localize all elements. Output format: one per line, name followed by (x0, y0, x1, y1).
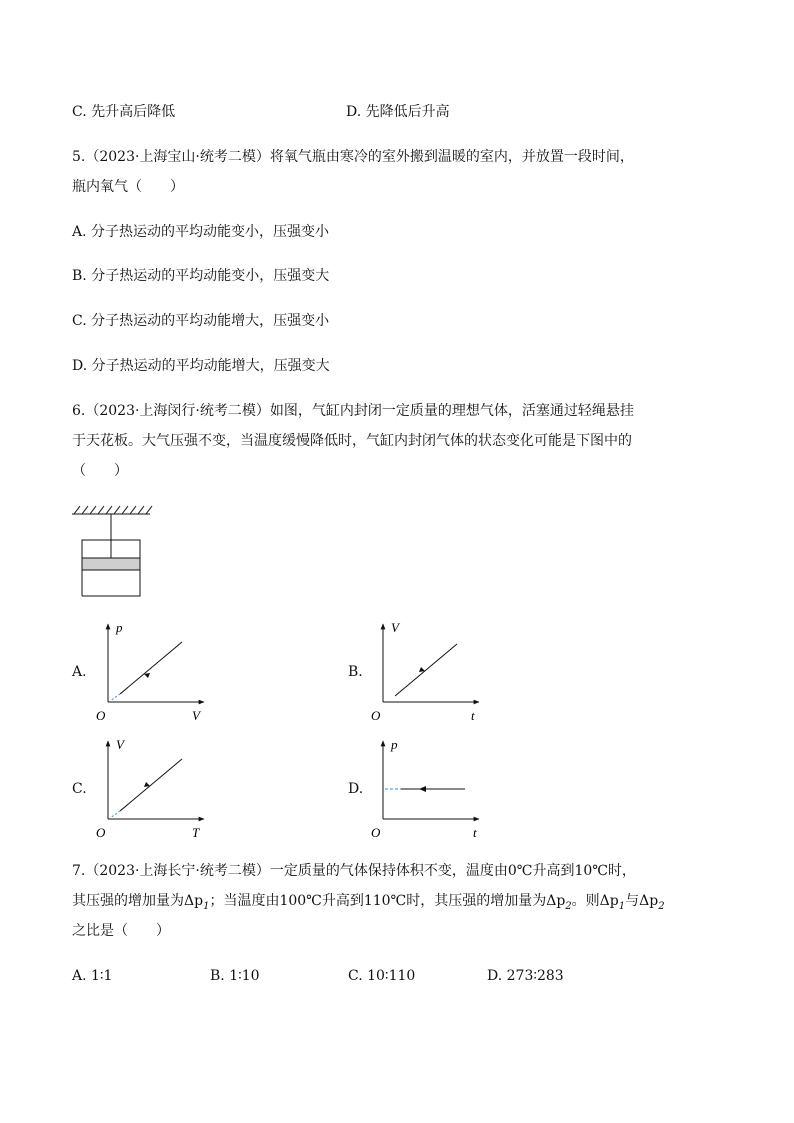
ceiling-hatch (74, 506, 152, 514)
q5-option-a: A. 分子热运动的平均动能变小，压强变小 (72, 224, 330, 240)
q5-option-d: D. 分子热运动的平均动能增大，压强变大 (72, 358, 330, 374)
origin-label: O (371, 708, 381, 723)
q7-stem-line1: 7.（2023·上海长宁·统考二模）一定质量的气体保持体积不变，温度由0℃升高到10℃时， (72, 863, 636, 879)
origin-label: O (96, 825, 106, 840)
q4-option-c: C. 先升高后降低 (72, 104, 176, 120)
q7-option-d: D. 273∶283 (487, 968, 564, 984)
x-axis-label: t (471, 708, 475, 723)
q6-stem-line1: 6.（2023·上海闵行·统考二模）如图，气缸内封闭一定质量的理想气体，活塞通过轻绳悬挂 (72, 403, 634, 419)
extension-dash (110, 694, 120, 701)
graph-c-label: C. (72, 781, 87, 797)
q7-sub-2a: 2 (565, 900, 572, 912)
process-line (395, 644, 457, 696)
q7-line2-part-c: 。则Δp (571, 893, 619, 909)
q7-sub-1a: 1 (203, 900, 210, 912)
y-axis-label: V (116, 737, 124, 752)
process-line (120, 642, 182, 694)
q6-stem-line3: （ ） (72, 463, 128, 479)
q7-line2-part-d: 与Δp (625, 893, 659, 909)
q5-option-b: B. 分子热运动的平均动能变小，压强变大 (72, 268, 330, 284)
x-axis-label: t (473, 825, 477, 840)
graph-d-label: D. (348, 781, 364, 797)
q7-sub-1b: 1 (618, 900, 626, 912)
graph-b (367, 618, 487, 726)
process-line (120, 759, 182, 811)
q7-option-a: A. 1∶1 (72, 968, 113, 984)
direction-arrow (419, 786, 426, 792)
piston (82, 558, 140, 570)
x-axis-label: T (192, 825, 200, 840)
q7-sub-2b: 2 (658, 900, 665, 912)
q7-line2-part-a: 其压强的增加量为Δp (72, 893, 204, 909)
y-axis-label: p (391, 737, 398, 752)
q6-stem-line2: 于天花板。大气压强不变，当温度缓慢降低时，气缸内封闭气体的状态变化可能是下图中的 (72, 433, 632, 449)
x-axis-label: V (192, 708, 200, 723)
q5-option-c: C. 分子热运动的平均动能增大，压强变小 (72, 313, 330, 329)
q7-option-b: B. 1∶10 (210, 968, 260, 984)
y-axis-label: V (391, 620, 399, 635)
origin-label: O (371, 825, 381, 840)
origin-label: O (96, 708, 106, 723)
graph-a-label: A. (72, 664, 87, 680)
q7-line2-part-b: ；当温度由100℃升高到110℃时，其压强的增加量为Δp (209, 893, 566, 909)
extension-dash (110, 811, 120, 818)
y-axis-label: p (116, 620, 123, 635)
graph-b-label: B. (348, 664, 363, 680)
q4-option-d: D. 先降低后升高 (346, 104, 450, 120)
cylinder-diagram (70, 500, 160, 600)
q5-stem-line1: 5.（2023·上海宝山·统考二模）将氧气瓶由寒冷的室外搬到温暖的室内，并放置一段时间， (72, 149, 634, 165)
graph-d (367, 735, 487, 843)
q7-stem-line3: 之比是（ ） (72, 923, 170, 939)
q7-stem-line2 (72, 891, 665, 917)
q7-option-c: C. 10∶110 (348, 968, 416, 984)
graph-a (92, 618, 212, 726)
q5-stem-line2: 瓶内氧气（ ） (72, 179, 184, 195)
graph-c (92, 735, 212, 843)
